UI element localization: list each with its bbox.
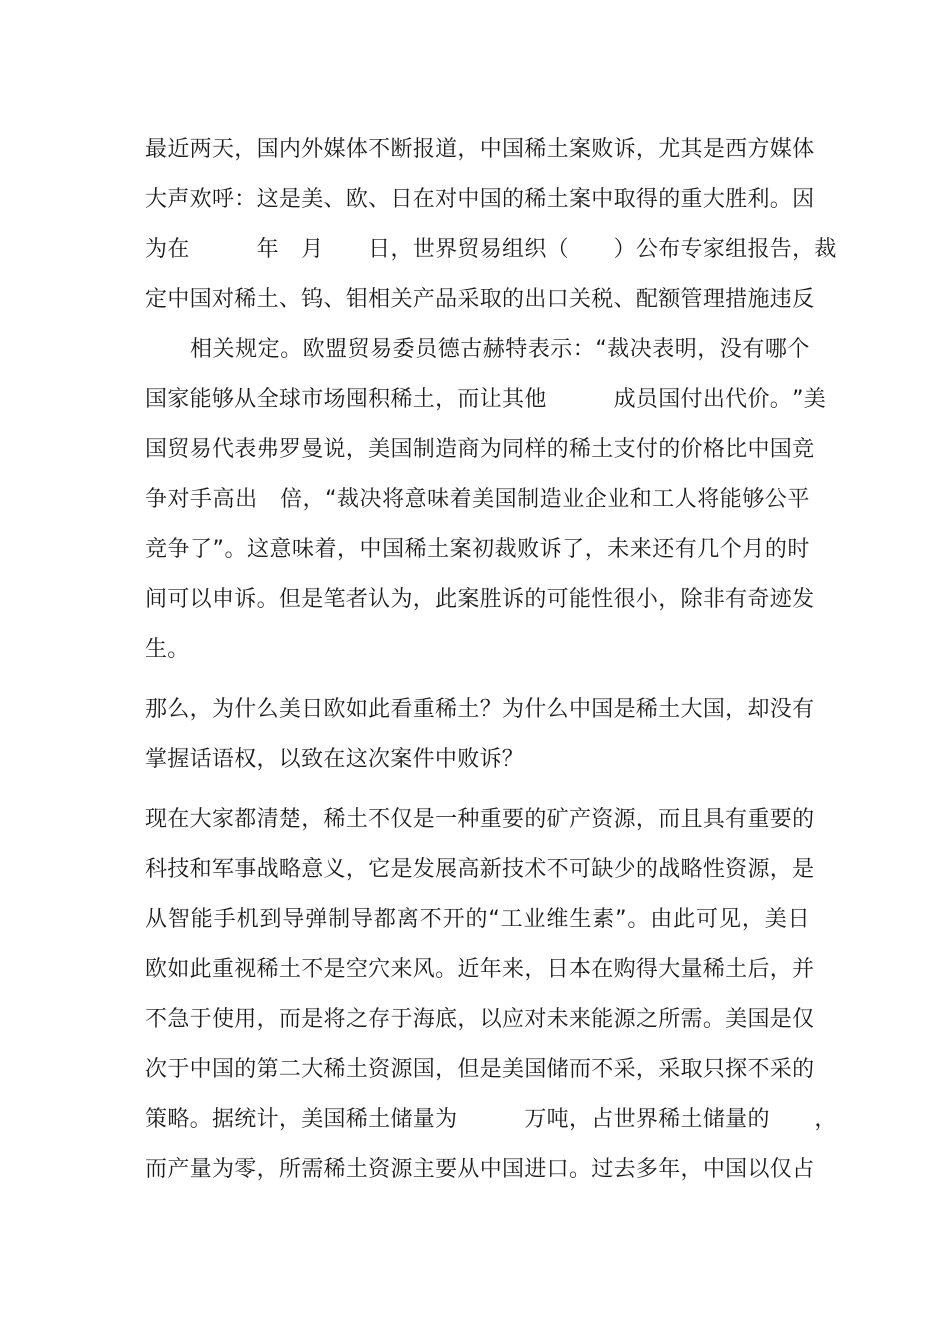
text-line: 科 技 和 军 事 战 略 意 义 ， 它 是 发 展 高 新 技 术 不 可 缺 少 的 战 略 性 资 源 ， 是 <box>145 857 815 882</box>
text-line: 争 对 手 高 出 倍 ， “ 裁 决 将 意 味 着 美 国 制 造 业 企 业 和 工 人 将 能 够 公 平 <box>145 487 810 512</box>
text-line: 现 在 大 家 都 清 楚 ， 稀 土 不 仅 是 一 种 重 要 的 矿 产 资 源 ， 而 且 具 有 重 要 的 <box>145 807 815 832</box>
text-line: 间 可 以 申 诉 。 但 是 笔 者 认 为 ， 此 案 胜 诉 的 可 能 性 很 小 ， 除 非 有 奇 迹 发 <box>145 587 815 612</box>
text-line: 而 产 量 为 零 ， 所 需 稀 土 资 源 主 要 从 中 国 进 口 。 过 去 多 年 ， 中 国 以 仅 占 <box>145 1157 815 1182</box>
text-line: 那 么 ， 为 什 么 美 日 欧 如 此 看 重 稀 土 ？ 为 什 么 中 国 是 稀 土 大 国 ， 却 没 有 <box>145 697 815 722</box>
text-line: 生。 <box>145 637 190 662</box>
text-line: 从 智 能 手 机 到 导 弹 制 导 都 离 不 开 的 “ 工 业 维 生 素 ” 。 由 此 可 见 ， 美 日 <box>145 907 810 932</box>
text-line: 国 贸 易 代 表 弗 罗 曼 说 ， 美 国 制 造 商 为 同 样 的 稀 土 支 付 的 价 格 比 中 国 竞 <box>145 437 815 462</box>
text-line: 次 于 中 国 的 第 二 大 稀 土 资 源 国 ， 但 是 美 国 储 而 不 采 ， 采 取 只 探 不 采 的 <box>145 1057 815 1082</box>
text-line: 欧 如 此 重 视 稀 土 不 是 空 穴 来 风 。 近 年 来 ， 日 本 在 购 得 大 量 稀 土 后 ， 并 <box>145 957 815 982</box>
text-line: 掌握话语权，以致在这次案件中败诉？ <box>145 747 525 772</box>
text-line: 策 略 。 据 统 计 ， 美 国 稀 土 储 量 为 万 吨 ， 占 世 界 稀 土 储 量 的 ， <box>145 1107 837 1132</box>
text-line: 不 急 于 使 用 ， 而 是 将 之 存 于 海 底 ， 以 应 对 未 来 能 源 之 所 需 。 美 国 是 仅 <box>145 1007 815 1032</box>
text-line: 相 关 规 定 。 欧 盟 贸 易 委 员 德 古 赫 特 表 示 ： “ 裁 决 表 明 ， 没 有 哪 个 <box>190 337 810 362</box>
text-line: 为 在 年 月 日 ， 世 界 贸 易 组 织 （ ） 公 布 专 家 组 报 告 ， 裁 <box>145 237 837 262</box>
text-line: 最 近 两 天 ， 国 内 外 媒 体 不 断 报 道 ， 中 国 稀 土 案 败 诉 ， 尤 其 是 西 方 媒 体 <box>145 137 815 162</box>
text-line: 定 中 国 对 稀 土 、 钨 、 钼 相 关 产 品 采 取 的 出 口 关 税 、 配 额 管 理 措 施 违 反 <box>145 287 815 312</box>
text-line: 国 家 能 够 从 全 球 市 场 囤 积 稀 土 ， 而 让 其 他 成 员 国 付 出 代 价 。 ” 美 <box>145 387 827 412</box>
text-line: 大 声 欢 呼 ： 这 是 美 、 欧 、 日 在 对 中 国 的 稀 土 案 中 取 得 的 重 大 胜 利 。 因 <box>145 187 815 212</box>
text-line: 竞 争 了 ” 。 这 意 味 着 ， 中 国 稀 土 案 初 裁 败 诉 了 ， 未 来 还 有 几 个 月 的 时 <box>145 537 810 562</box>
